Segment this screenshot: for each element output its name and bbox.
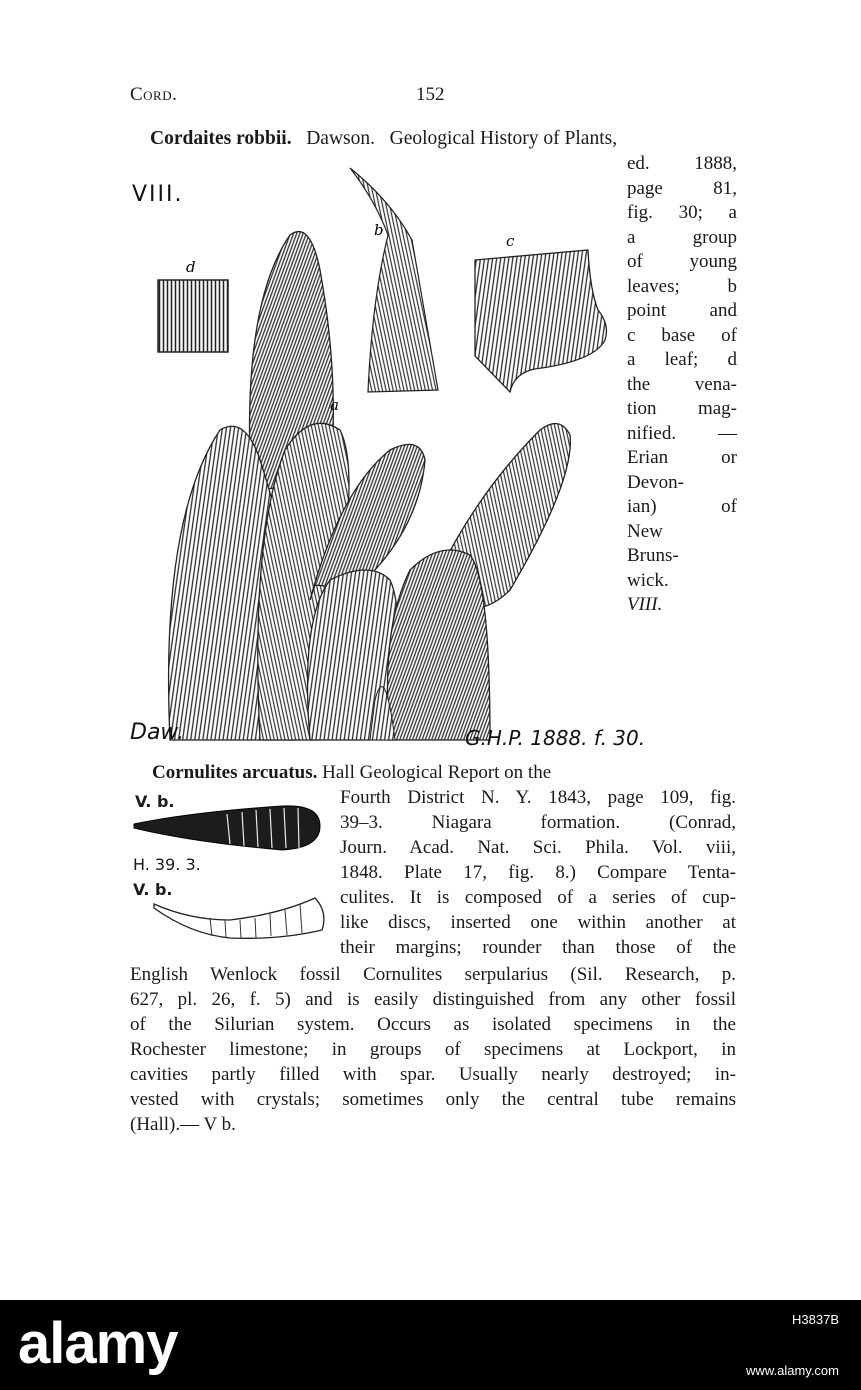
figure-label-c: c	[506, 232, 515, 250]
text-line: of the Silurian system. Occurs as isolated specimens in the	[130, 1014, 736, 1035]
figure-c-leaf-base	[475, 250, 606, 392]
text-line: (Hall).— V b.	[130, 1114, 236, 1135]
caption-line: leaves; b	[627, 275, 737, 297]
caption-line: wick.	[627, 569, 669, 591]
figure-label-d: d	[186, 258, 196, 276]
caption-line: Bruns-	[627, 545, 679, 566]
text-line: like discs, inserted one within another at	[340, 912, 736, 933]
caption-line: Erian or	[627, 447, 737, 468]
text-line: Journ. Acad. Nat. Sci. Phila. Vol. viii,	[340, 837, 736, 858]
caption-line: ian) of	[627, 496, 737, 517]
figure-label-b: b	[374, 221, 384, 239]
running-head: Cord.	[130, 84, 178, 105]
caption-line: page 81,	[627, 177, 737, 199]
figure-b-leaf-point	[350, 168, 438, 392]
caption-line: point and	[627, 300, 737, 321]
species-name: Cornulites arcuatus.	[152, 762, 318, 783]
handwritten-note-h39: H. 39. 3.	[133, 855, 201, 874]
text-line: culites. It is composed of a series of cup-	[340, 887, 736, 908]
cordaites-leaf-illustration	[150, 160, 620, 750]
text-line: their margins; rounder than those of the	[340, 937, 736, 958]
caption-line: fig. 30; a	[627, 202, 737, 223]
text-line: Rochester limestone; in groups of specimens at Lockport, in	[130, 1039, 736, 1060]
handwritten-credit-right: G.H.P. 1888. f. 30.	[465, 726, 646, 750]
caption-line: tion mag-	[627, 398, 737, 419]
cornulites-body-text	[130, 962, 736, 1137]
caption-line: New	[627, 520, 663, 542]
species-name: Cordaites robbii.	[150, 128, 292, 149]
caption-line: nified. —	[627, 422, 737, 444]
caption-line: the vena-	[627, 373, 737, 395]
caption-line: a group	[627, 226, 737, 248]
text-line: Fourth District N. Y. 1843, page 109, fig.	[340, 787, 736, 808]
figure-caption	[627, 152, 737, 618]
species-author: Dawson.	[306, 128, 375, 149]
cornulites-inset-text	[340, 760, 736, 960]
handwritten-note-viii: VIII.	[132, 182, 184, 207]
watermark-logo: alamy	[18, 1311, 178, 1376]
reference-start: Geological History of Plants,	[389, 128, 618, 149]
text-line: 1848. Plate 17, fig. 8.) Compare Tenta-	[340, 862, 736, 883]
entry-title-cordaites	[150, 128, 617, 150]
watermark-url: www.alamy.com	[746, 1363, 839, 1378]
caption-line: Devon-	[627, 471, 684, 493]
handwritten-note-vb-2: V. b.	[133, 880, 173, 899]
text-line: cavities partly filled with spar. Usually nearly destroyed; in-	[130, 1064, 736, 1085]
handwritten-note-vb-1: V. b.	[135, 792, 175, 811]
caption-line: of young	[627, 251, 737, 272]
text-line: 39–3. Niagara formation. (Conrad,	[340, 812, 736, 833]
text-line: 627, pl. 26, f. 5) and is easily distinguished from any other fossil	[130, 989, 736, 1010]
text-line: English Wenlock fossil Cornulites serpularius (Sil. Research, p.	[130, 964, 736, 985]
figure-d-venation	[158, 280, 228, 352]
caption-line: VIII.	[627, 594, 663, 615]
caption-line: a leaf; d	[627, 349, 737, 370]
cornulites-fossil-light	[150, 890, 330, 946]
text-line: vested with crystals; sometimes only the central tube remains	[130, 1089, 736, 1110]
figure-label-a: a	[330, 396, 339, 414]
watermark-image-id: H3837B	[792, 1312, 839, 1327]
caption-line: ed. 1888,	[627, 153, 737, 174]
handwritten-credit-left: Daw.	[130, 720, 185, 745]
caption-line: c base of	[627, 324, 737, 346]
cornulites-fossil-dark	[132, 804, 324, 854]
entry-intro: Hall Geological Report on the	[322, 762, 552, 783]
page-number: 152	[416, 84, 445, 105]
